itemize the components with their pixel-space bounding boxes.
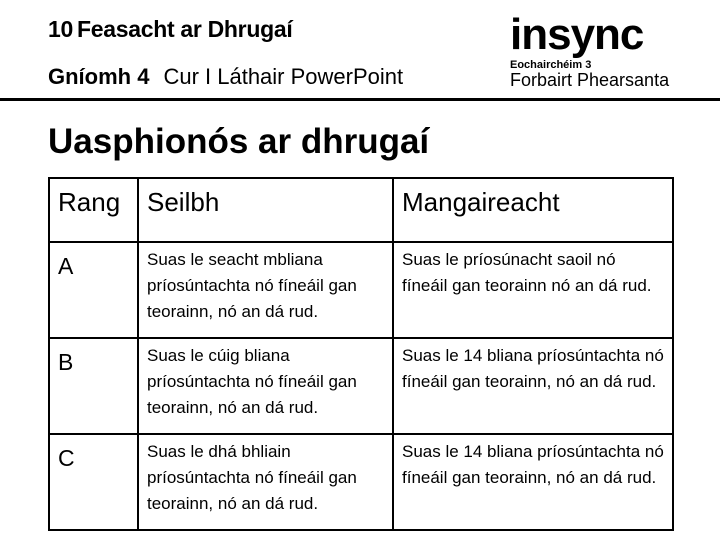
possession-cell: Suas le seacht mbliana príosúntachta nó fíneáil gan teorainn, nó an dá rud. xyxy=(138,242,393,338)
logo-brand: insync xyxy=(510,10,644,59)
header-rank: Rang xyxy=(49,178,138,242)
rank-cell: A xyxy=(49,242,138,338)
header-possession: Seilbh xyxy=(138,178,393,242)
possession-cell: Suas le cúig bliana príosúntachta nó fíneáil gan teorainn, nó an dá rud. xyxy=(138,338,393,434)
series-number: 10 xyxy=(48,15,73,42)
rank-cell: B xyxy=(49,338,138,434)
logo-keystage: Eochairchéim 3 xyxy=(510,59,592,71)
logo-subject: Forbairt Phearsanta xyxy=(510,70,670,90)
activity-title: Cur I Láthair PowerPoint xyxy=(163,64,404,89)
insync-logo xyxy=(510,12,710,92)
table-row xyxy=(49,434,673,530)
supply-cell: Suas le 14 bliana príosúntachta nó fíneáil gan teorainn, nó an dá rud. xyxy=(393,338,673,434)
series-header xyxy=(48,14,292,44)
header-supply: Mangaireacht xyxy=(393,178,673,242)
rank-cell: C xyxy=(49,434,138,530)
table-row xyxy=(49,338,673,434)
table-row xyxy=(49,242,673,338)
activity-number: Gníomh 4 xyxy=(48,64,150,89)
possession-cell: Suas le dhá bhliain príosúntachta nó fíneáil gan teorainn, nó an dá rud. xyxy=(138,434,393,530)
table-header-row xyxy=(49,178,673,242)
activity-header xyxy=(48,62,403,92)
slide-title: Uasphionós ar dhrugaí xyxy=(48,122,430,161)
penalties-table xyxy=(48,177,674,531)
supply-cell: Suas le 14 bliana príosúntachta nó fíneáil gan teorainn, nó an dá rud. xyxy=(393,434,673,530)
series-title: Feasacht ar Dhrugaí xyxy=(76,15,293,42)
header-divider xyxy=(0,98,720,101)
supply-cell: Suas le príosúnacht saoil nó fíneáil gan teorainn nó an dá rud. xyxy=(393,242,673,338)
